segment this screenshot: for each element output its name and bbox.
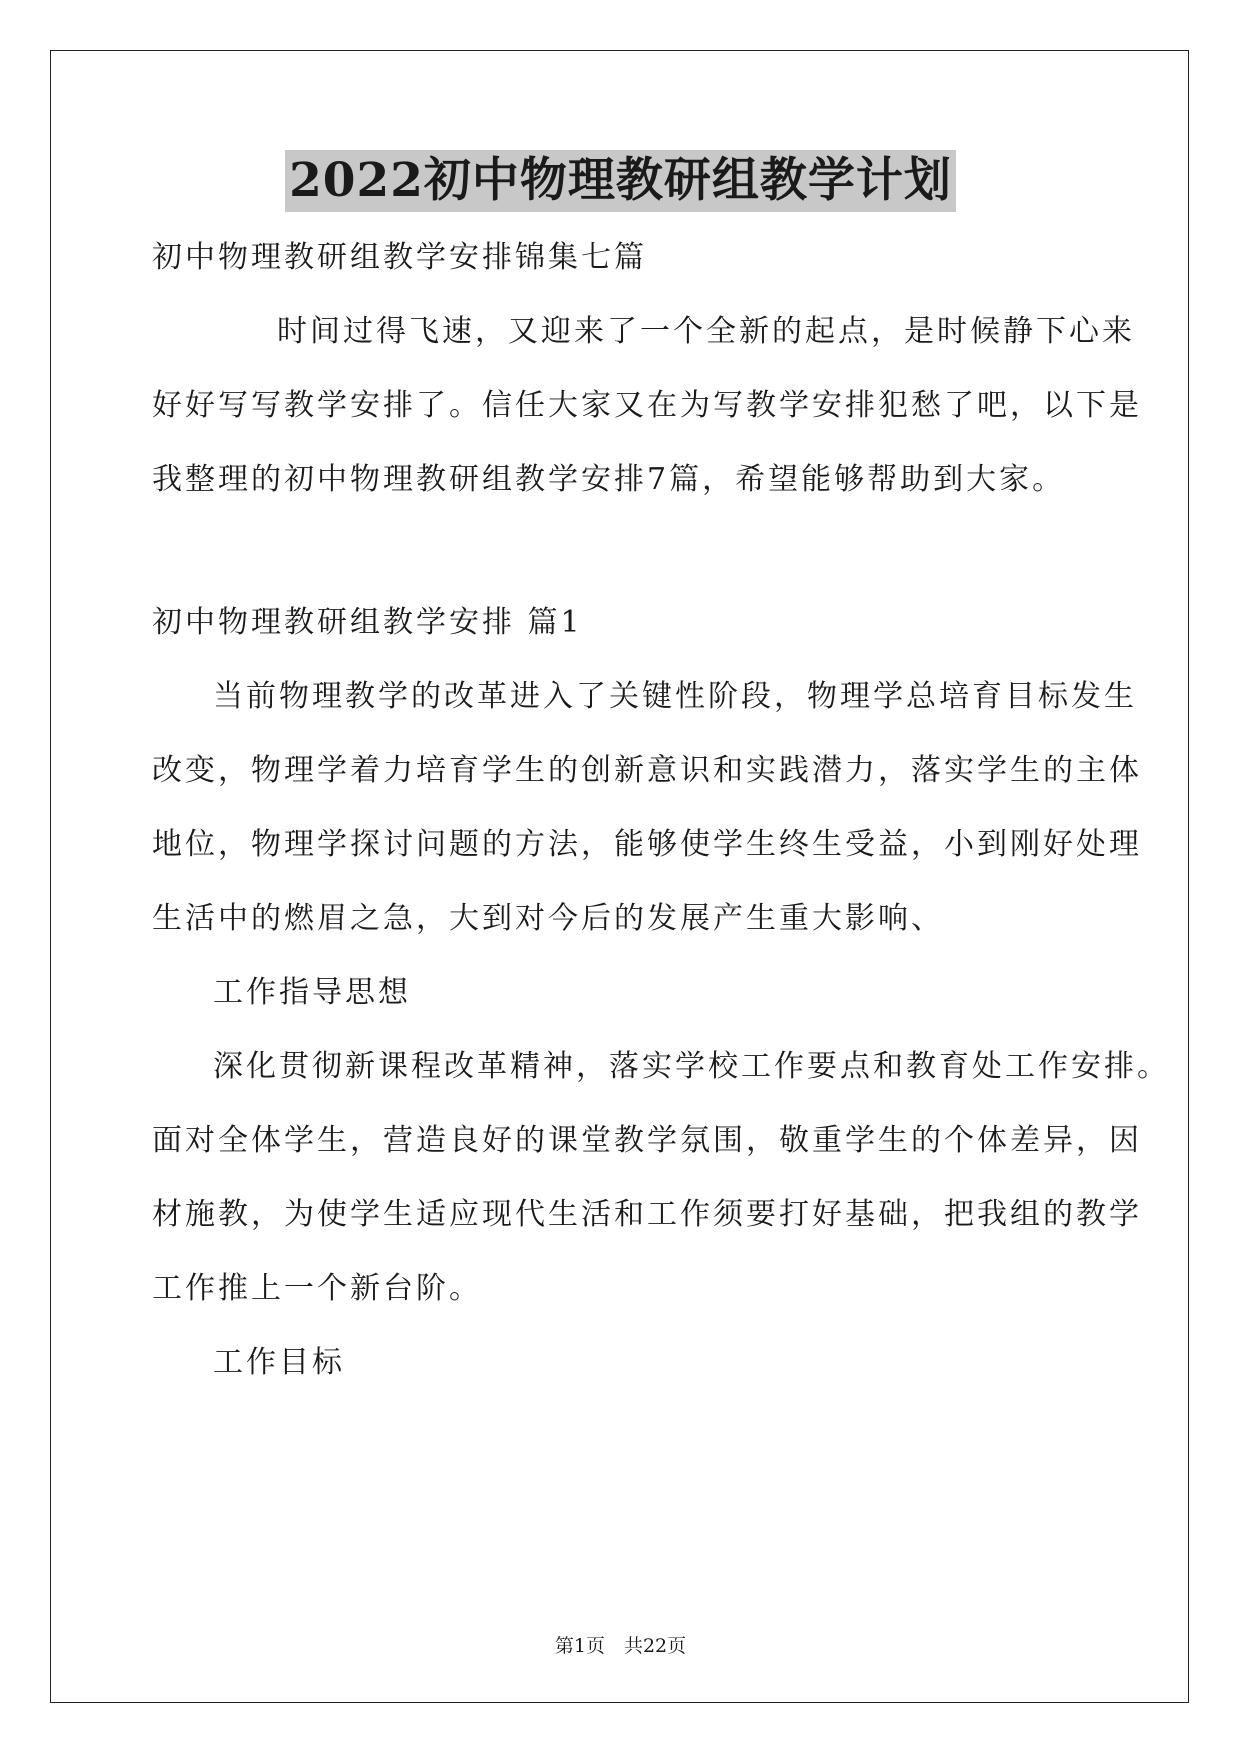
page-border (50, 50, 1189, 1703)
paragraph-line: 面对全体学生，营造良好的课堂教学氛围，敬重学生的个体差异，因 (152, 1123, 1142, 1158)
paragraph-line: 当前物理教学的改革进入了关键性阶段，物理学总培育目标发生 (213, 679, 1137, 714)
section-heading: 初中物理教研组教学安排 篇1 (152, 605, 583, 640)
paragraph-line: 时间过得飞速，又迎来了一个全新的起点，是时候静下心来 (277, 314, 1135, 349)
document-title: 2022初中物理教研组教学计划 (285, 150, 956, 212)
paragraph-line: 工作推上一个新台阶。 (152, 1271, 482, 1306)
subtitle-line: 初中物理教研组教学安排锦集七篇 (152, 240, 647, 275)
subheading: 工作指导思想 (213, 975, 411, 1010)
paragraph-line: 生活中的燃眉之急，大到对今后的发展产生重大影响、 (152, 901, 944, 936)
subheading: 工作目标 (213, 1345, 345, 1380)
paragraph-line: 材施教，为使学生适应现代生活和工作须要打好基础，把我组的教学 (152, 1197, 1142, 1232)
paragraph-line: 改变，物理学着力培育学生的创新意识和实践潜力，落实学生的主体 (152, 753, 1142, 788)
paragraph-line: 深化贯彻新课程改革精神，落实学校工作要点和教育处工作安排。 (213, 1049, 1170, 1084)
paragraph-line: 好好写写教学安排了。信任大家又在为写教学安排犯愁了吧，以下是 (152, 388, 1142, 423)
paragraph-line: 地位，物理学探讨问题的方法，能够使学生终生受益，小到刚好处理 (152, 827, 1142, 862)
paragraph-line: 我整理的初中物理教研组教学安排7篇，希望能够帮助到大家。 (152, 462, 1066, 497)
page-footer: 第1页 共22页 (554, 1635, 687, 1657)
title-container (0, 150, 1241, 212)
